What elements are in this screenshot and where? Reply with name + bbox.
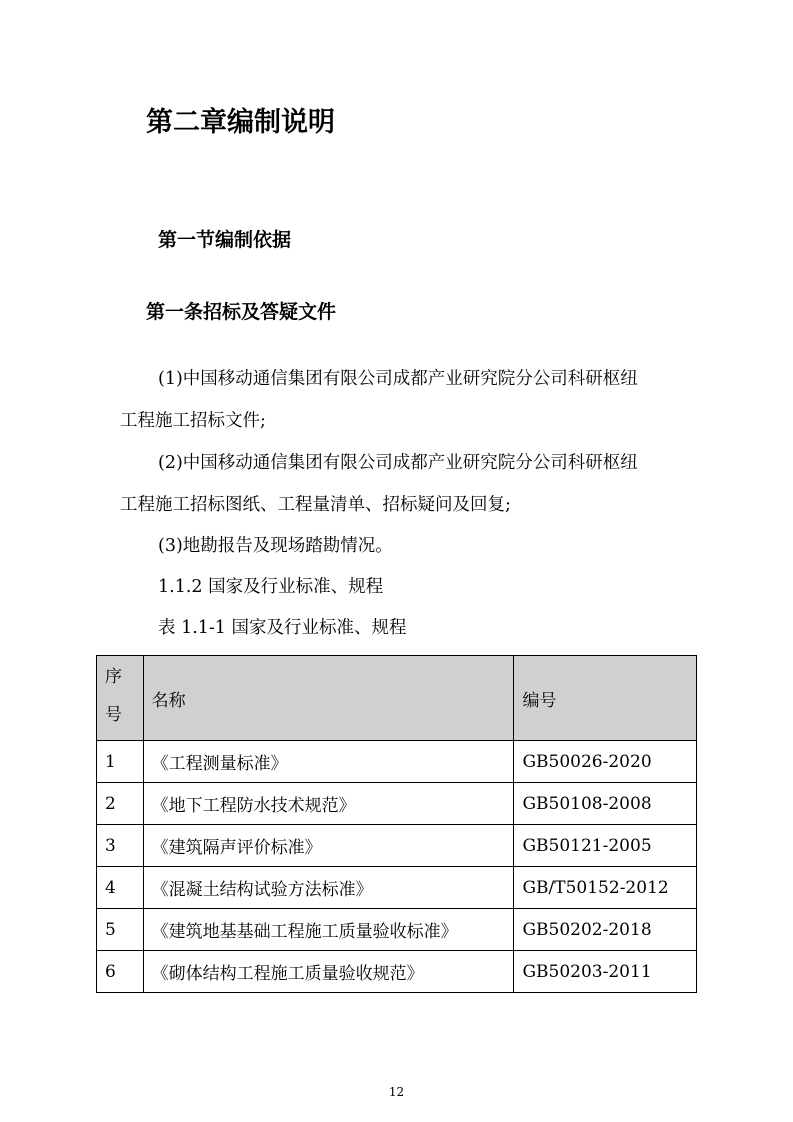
row-seq: 5 — [97, 909, 144, 951]
paragraph-2-line-1: (2)中国移动通信集团有限公司成都产业研究院分公司科研枢纽 — [158, 453, 638, 473]
row-seq: 1 — [97, 741, 144, 783]
page-number: 12 — [388, 1085, 405, 1099]
table-header-row — [97, 656, 697, 741]
table-row — [97, 825, 697, 867]
row-code: GB50202-2018 — [514, 909, 697, 951]
row-code: GB50108-2008 — [514, 783, 697, 825]
row-name: 《砌体结构工程施工质量验收规范》 — [143, 951, 514, 993]
paragraph-3: (3)地勘报告及现场踏勘情况。 — [158, 536, 393, 556]
row-name: 《地下工程防水技术规范》 — [143, 783, 514, 825]
header-seq-line-2: 号 — [105, 705, 122, 725]
standards-table — [96, 655, 697, 993]
row-code: GB50203-2011 — [514, 951, 697, 993]
row-name: 《混凝土结构试验方法标准》 — [143, 867, 514, 909]
paragraph-1-line-1: (1)中国移动通信集团有限公司成都产业研究院分公司科研枢纽 — [158, 369, 638, 389]
subheading: 1.1.2 国家及行业标准、规程 — [158, 577, 384, 597]
table-row — [97, 741, 697, 783]
table-row — [97, 951, 697, 993]
header-name: 名称 — [143, 656, 514, 741]
row-code: GB50121-2005 — [514, 825, 697, 867]
row-seq: 6 — [97, 951, 144, 993]
header-seq-line-1: 序 — [105, 667, 122, 687]
table-row — [97, 783, 697, 825]
row-seq: 4 — [97, 867, 144, 909]
table-row — [97, 909, 697, 951]
header-seq — [97, 656, 144, 741]
row-code: GB/T50152-2012 — [514, 867, 697, 909]
row-seq: 3 — [97, 825, 144, 867]
paragraph-1-line-2: 工程施工招标文件; — [120, 411, 266, 431]
row-name: 《建筑地基基础工程施工质量验收标准》 — [143, 909, 514, 951]
table-caption: 表 1.1-1 国家及行业标准、规程 — [158, 618, 407, 638]
row-name: 《工程测量标准》 — [143, 741, 514, 783]
chapter-title: 第二章编制说明 — [146, 107, 335, 138]
row-code: GB50026-2020 — [514, 741, 697, 783]
paragraph-2-line-2: 工程施工招标图纸、工程量清单、招标疑问及回复; — [120, 495, 511, 515]
section-title: 第一节编制依据 — [158, 229, 292, 251]
row-name: 《建筑隔声评价标准》 — [143, 825, 514, 867]
row-seq: 2 — [97, 783, 144, 825]
article-title: 第一条招标及答疑文件 — [146, 301, 337, 323]
header-code: 编号 — [514, 656, 697, 741]
table-row — [97, 867, 697, 909]
